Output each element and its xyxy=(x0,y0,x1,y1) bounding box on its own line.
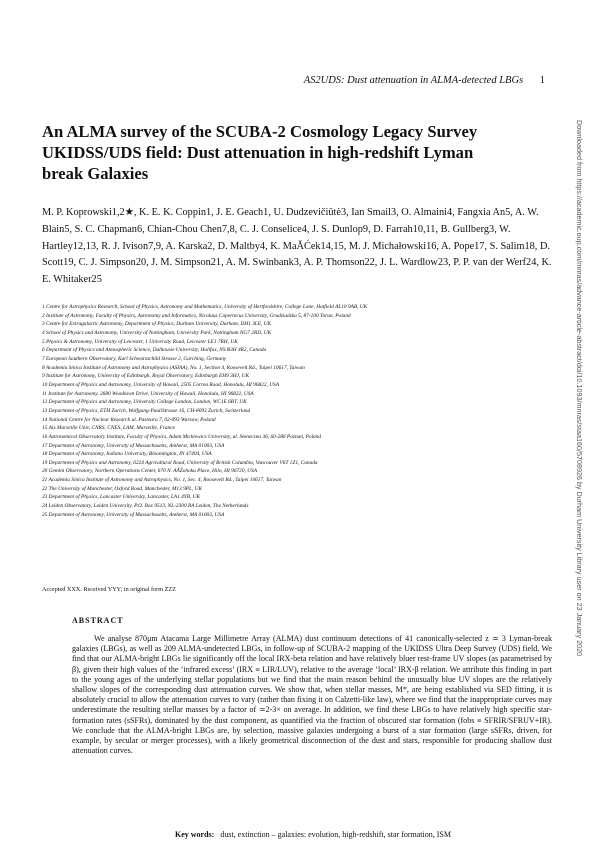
affiliation-item: 18 Department of Astronomy, Indiana University, Bloomington, IN 47404, USA xyxy=(42,451,212,458)
affiliation-item: 6 Department of Physics and Atmospheric Science, Dalhousie University, Halifax, NS B3H 4R2, Canada xyxy=(42,347,267,354)
affiliation-item: 5 Physics & Astronomy, University of Leicester, 1 University Road, Leicester LE1 7RH, UK xyxy=(42,338,238,345)
abstract-heading: ABSTRACT xyxy=(72,616,124,625)
keywords xyxy=(175,830,451,839)
affiliation-item: 7 European Southern Observatory, Karl Schwarzschild Strasse 2, Garching, Germany xyxy=(42,355,227,362)
keywords-text: dust, extinction – galaxies: evolution, high-redshift, star formation, ISM xyxy=(220,830,451,839)
running-title: AS2UDS: Dust attenuation in ALMA-detected LBGs xyxy=(303,75,524,86)
affiliation-list xyxy=(42,303,572,519)
download-watermark xyxy=(572,120,584,810)
download-note-text: Downloaded from https://academic.oup.com/mnras/advance-article-abstract/doi/10.1093/mnras/staa160/5708926 by Durham University Library user on 23 January 2020 xyxy=(575,120,584,657)
affiliation-item: 15 Aix Marseille Univ, CNRS, CNES, LAM, Marseille, France xyxy=(42,425,175,432)
affiliation-item: 17 Department of Astronomy, University of Massachusetts, Amherst, MA 01003, USA xyxy=(42,442,225,449)
affiliation-item: 2 Institute of Astronomy, Faculty of Physics, Astronomy and Informatics, Nicolaus Copernicus University, Grudziadzka 5, 87-100 Torun, Poland xyxy=(42,312,351,319)
affiliation-item: 3 Centre for Extragalactic Astronomy, Department of Physics, Durham University, Durham, DH1 3LE, UK xyxy=(42,321,272,328)
affiliation-item: 23 Department of Physics, Lancaster University, Lancaster, LA1 4YB, UK xyxy=(42,494,201,501)
keywords-label: Key words: xyxy=(175,830,215,839)
affiliation-item: 21 Academia Sinica Institute of Astronomy and Astrophysics, No. 1, Sec. 4, Roosevelt Rd., Taipei 10617, Taiwan xyxy=(42,477,282,484)
affiliation-item: 9 Institute for Astronomy, University of Edinburgh, Royal Observatory, Edinburgh EH9 3HJ, UK xyxy=(42,373,250,380)
author-list: M. P. Koprowski1,2★, K. E. K. Coppin1, J. E. Geach1, U. Dudzevičiūtė3, Ian Smail3, O. Almaini4, Fangxia An5, A. W. Blain5, S. C. Chapman6, Chian-Chou Chen7,8, C. J. Conselice4, J. S. Dunlop9, D. Farrah10,11, B. Gullberg3, W. Hartley12,13, R. J. Ivison7,9, A. Karska2, D. Maltby4, K. MaĂĆek14,15, M. J. Michałowski16, A. Pope17, S. Salim18, D. Scott19, C. J. Simpson20, J. M. Simpson21, A. M. Swinbank3, A. P. Thomson22, J. L. Wardlow23, P. P. van der Werf24, K. E. Whitaker25 xyxy=(42,207,552,286)
affiliation-item: 25 Department of Astronomy, University of Massachusetts, Amherst, MA 01003, USA xyxy=(42,511,225,518)
affiliation-item: 8 Academia Sinica Institute of Astronomy and Astrophysics (ASIAA), No. 1, Section 4, Roosevelt Rd., Taipei 10617, Taiwan xyxy=(42,364,305,371)
paper-title: An ALMA survey of the SCUBA-2 Cosmology Legacy Survey UKIDSS/UDS field: Dust attenuation in high-redshift Lyman break Galaxies xyxy=(42,122,478,183)
affiliation-item: 4 School of Physics and Astronomy, University of Nottingham, University Park, Nottingham NG7 2RD, UK xyxy=(42,329,272,336)
abstract-text: We analyse 870μm Atacama Large Millimetre Array (ALMA) dust continuum detections of 41 canonically-selected z ≃ 3 Lyman-break galaxies (LBGs), as well as 209 ALMA-undetected LBGs, in follow-up of SCUBA-2 mapping of the UKIDSS Ultra Deep Survey (UDS) field. We find that our ALMA-bright LBGs lie significantly off the local IRX-beta relation and have relatively bluer rest-frame UV slopes (as parametrised by β), given their high values of the ‘infrared excess’ (IRX ≡ LIR/LUV), relative to the average ‘local’ IRX-β relation. We attribute this finding in part to the young ages of the underlying stellar populations but we find that the main reason behind the unusually blue UV slopes are the relatively shallow slopes of the corresponding dust attenuation curves. We show that, when stellar masses, M*, are being established via SED fitting, it is absolutely crucial to allow the attenuation curves to vary (rather than fixing it on Calzetti-like law), where we find that the inappropriate curves may underestimate the resulting stellar masses by a factor of ≃2-3× on average. In addition, we find these LBGs to have relatively high specific star-formation rates (sSFRs), dominated by the dust component, as quantified via the fraction of obscured star formation (fobs ≡ SFRIR/SFRUV+IR). We conclude that the ALMA-bright LBGs are, by selection, massive galaxies undergoing a burst of a star formation (large sSFRs, driven, for example, by secular or merger processes), with a likely geometrical disconnection of the dust and stars, responsible for producing shallow dust attenuation curves. xyxy=(72,634,552,756)
affiliation-item: 20 Gemini Observatory, Northern Operations Center, 670 N. AĂŹohoku Place, Hilo, HI 96720, USA xyxy=(42,468,257,475)
affiliation-item: 22 The University of Manchester, Oxford Road, Manchester, M13 9PL, UK xyxy=(42,485,203,492)
affiliation-item: 11 Institute for Astronomy, 2680 Woodlawn Drive, University of Hawaii, Honolulu, HI 96822, USA xyxy=(42,390,254,397)
affiliation-item: 12 Department of Physics and Astronomy, University College London, London, WC1E 6BT, UK xyxy=(42,399,247,406)
accepted-line: Accepted XXX. Received YYY; in original form ZZZ xyxy=(42,586,176,593)
affiliation-item: 1 Centre for Astrophysics Research, School of Physics, Astronomy and Mathematics, University of Hertfordshire, College Lane, Hatfield AL10 9AB, UK xyxy=(42,304,368,310)
affiliation-item: 13 Department of Physics, ETH Zurich, Wolfgang-PauliStrasse 16, CH-8093 Zurich, Switzerland xyxy=(42,407,251,414)
affiliation-item: 16 Astronomical Observatory Institute, Faculty of Physics, Adam Mickiewicz University, ul. Słoneczna 36, 60-286 Poznań, Poland xyxy=(42,433,322,440)
page-number: 1 xyxy=(539,75,545,86)
affiliation-item: 19 Department of Physics and Astronomy, 6224 Agricultural Road, University of British Columbia, Vancouver V6T 1Z1, Canada xyxy=(42,459,318,466)
affiliation-item: 24 Leiden Observatory, Leiden University, P.O. Box 9513, NL-2300 RA Leiden, The Netherlands xyxy=(42,503,249,510)
running-head xyxy=(304,75,545,86)
affiliation-item: 10 Department of Physics and Astronomy, University of Hawaii, 2505 Correa Road, Honolulu, HI 96822, USA xyxy=(42,381,279,388)
affiliation-item: 14 National Centre for Nuclear Research ul. Pasteura 7, 02-093 Warsaw, Poland xyxy=(42,416,216,423)
